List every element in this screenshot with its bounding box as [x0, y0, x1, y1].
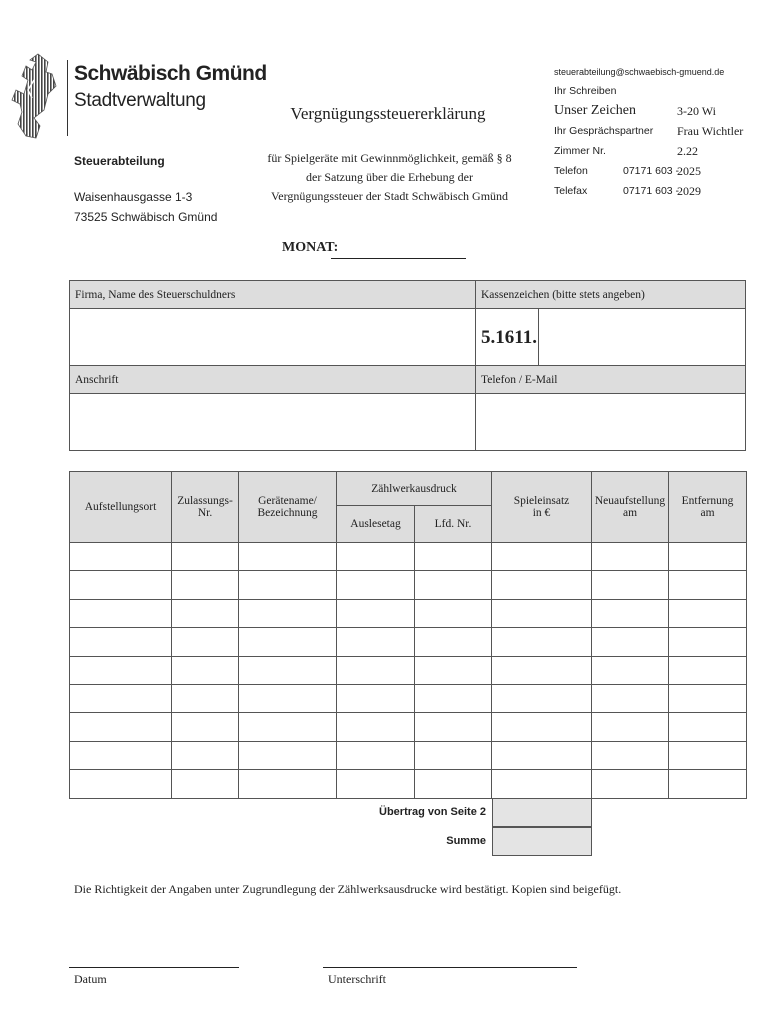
- table-cell[interactable]: [492, 741, 592, 769]
- form-title: Vergnügungssteuererklärung: [290, 104, 486, 123]
- table-cell[interactable]: [337, 770, 415, 798]
- debtor-info-table: [69, 280, 746, 451]
- table-cell[interactable]: [337, 741, 415, 769]
- uebertrag-field[interactable]: [492, 798, 592, 827]
- address-city: 73525 Schwäbisch Gmünd: [74, 210, 218, 224]
- table-cell[interactable]: [337, 713, 415, 741]
- table-row: [70, 684, 747, 712]
- month-input-line[interactable]: [331, 258, 466, 259]
- unser-zeichen-value: 3-20 Wi: [677, 104, 716, 118]
- table-cell[interactable]: [415, 684, 492, 712]
- table-cell[interactable]: [492, 713, 592, 741]
- table-row: [70, 770, 747, 798]
- department: Steuerabteilung: [74, 154, 165, 168]
- table-cell[interactable]: [239, 741, 337, 769]
- table-cell[interactable]: [337, 571, 415, 599]
- table-cell[interactable]: [492, 770, 592, 798]
- city-logo-unicorn-icon: [8, 50, 62, 142]
- table-cell[interactable]: [592, 656, 669, 684]
- table-cell[interactable]: [492, 599, 592, 627]
- table-cell[interactable]: [669, 543, 747, 571]
- table-cell[interactable]: [592, 713, 669, 741]
- table-cell[interactable]: [70, 656, 172, 684]
- table-cell[interactable]: [239, 628, 337, 656]
- telefax-label: Telefax: [554, 185, 588, 197]
- table-cell[interactable]: [669, 684, 747, 712]
- org-subtitle: Stadtverwaltung: [74, 90, 206, 111]
- telefax-value: 2029: [677, 184, 701, 198]
- datum-line[interactable]: [69, 967, 239, 968]
- table-cell[interactable]: [172, 656, 239, 684]
- table-cell[interactable]: [337, 656, 415, 684]
- anschrift-field[interactable]: [70, 394, 476, 450]
- zimmer-value: 2.22: [677, 144, 698, 158]
- table-cell[interactable]: [70, 741, 172, 769]
- summe-field[interactable]: [492, 827, 592, 856]
- kassenzeichen-prefix: 5.1611.: [476, 309, 539, 366]
- partner-value: Frau Wichtler: [677, 124, 744, 138]
- table-cell[interactable]: [70, 571, 172, 599]
- table-row: [70, 628, 747, 656]
- table-cell[interactable]: [337, 628, 415, 656]
- table-cell[interactable]: [70, 628, 172, 656]
- table-cell[interactable]: [669, 741, 747, 769]
- telefon-email-field[interactable]: [476, 394, 745, 450]
- signature-line[interactable]: [323, 967, 577, 968]
- kassenzeichen-header: Kassenzeichen (bitte stets angeben): [476, 281, 745, 309]
- table-row: [70, 599, 747, 627]
- firma-header: Firma, Name des Steuerschuldners: [70, 281, 476, 309]
- table-cell[interactable]: [592, 571, 669, 599]
- table-cell[interactable]: [592, 599, 669, 627]
- form-subtitle: für Spielgeräte mit Gewinnmöglichkeit, gemäß § 8 der Satzung über die Erhebung der Vergnügungssteuer der Stadt Schwäbisch Gmünd: [267, 151, 512, 203]
- table-row: [70, 571, 747, 599]
- table-cell[interactable]: [172, 741, 239, 769]
- telefon-email-header: Telefon / E-Mail: [476, 366, 745, 394]
- table-cell[interactable]: [415, 599, 492, 627]
- table-cell[interactable]: [172, 770, 239, 798]
- telefax-prefix: 07171 603 -: [623, 185, 680, 197]
- col-lfd-nr: Lfd. Nr.: [415, 506, 492, 543]
- col-zulassung: Zulassungs- Nr.: [172, 472, 239, 543]
- header-divider: [67, 60, 68, 136]
- table-cell[interactable]: [70, 770, 172, 798]
- telefon-value: 2025: [677, 164, 701, 178]
- anschrift-header: Anschrift: [70, 366, 476, 394]
- table-cell[interactable]: [337, 684, 415, 712]
- table-cell[interactable]: [337, 599, 415, 627]
- table-cell[interactable]: [172, 571, 239, 599]
- confirmation-text: Die Richtigkeit der Angaben unter Zugrundlegung der Zählwerksausdrucke wird bestätigt. Kopien sind beigefügt.: [74, 882, 622, 896]
- col-auslesetag: Auslesetag: [337, 506, 415, 543]
- table-cell[interactable]: [492, 543, 592, 571]
- col-zaehlwerk: Zählwerkausdruck: [337, 472, 492, 506]
- table-cell[interactable]: [239, 713, 337, 741]
- table-cell[interactable]: [492, 628, 592, 656]
- table-cell[interactable]: [492, 571, 592, 599]
- col-geraet: Gerätename/ Bezeichnung: [239, 472, 337, 543]
- table-cell[interactable]: [669, 713, 747, 741]
- kassenzeichen-field[interactable]: [539, 309, 745, 366]
- telefon-label: Telefon: [554, 165, 588, 177]
- table-cell[interactable]: [337, 543, 415, 571]
- table-cell[interactable]: [172, 684, 239, 712]
- table-cell[interactable]: [415, 656, 492, 684]
- col-spieleinsatz: Spieleinsatz in €: [492, 472, 592, 543]
- table-cell[interactable]: [592, 543, 669, 571]
- col-aufstellungsort: Aufstellungsort: [70, 472, 172, 543]
- table-cell[interactable]: [70, 684, 172, 712]
- table-cell[interactable]: [492, 656, 592, 684]
- table-row: [70, 543, 747, 571]
- org-name: Schwäbisch Gmünd: [74, 62, 267, 85]
- table-cell[interactable]: [669, 599, 747, 627]
- table-cell[interactable]: [70, 543, 172, 571]
- zimmer-label: Zimmer Nr.: [554, 145, 606, 157]
- table-cell[interactable]: [172, 713, 239, 741]
- signature-label: Unterschrift: [328, 972, 386, 986]
- table-cell[interactable]: [415, 741, 492, 769]
- table-cell[interactable]: [592, 628, 669, 656]
- table-cell[interactable]: [592, 770, 669, 798]
- contact-email: steuerabteilung@schwaebisch-gmuend.de: [554, 67, 725, 77]
- datum-label: Datum: [74, 972, 107, 986]
- table-cell[interactable]: [239, 599, 337, 627]
- ihr-schreiben-label: Ihr Schreiben: [554, 85, 617, 97]
- table-cell[interactable]: [239, 684, 337, 712]
- firma-field[interactable]: [70, 309, 476, 366]
- col-entfernung: Entfernung am: [669, 472, 747, 543]
- table-cell[interactable]: [415, 628, 492, 656]
- table-row: [70, 713, 747, 741]
- address-street: Waisenhausgasse 1-3: [74, 190, 193, 204]
- table-cell[interactable]: [172, 599, 239, 627]
- table-cell[interactable]: [70, 599, 172, 627]
- table-cell[interactable]: [415, 770, 492, 798]
- month-label: MONAT:: [282, 240, 339, 255]
- table-row: [70, 741, 747, 769]
- table-cell[interactable]: [239, 543, 337, 571]
- table-cell[interactable]: [669, 770, 747, 798]
- unser-zeichen-label: Unser Zeichen: [554, 103, 637, 118]
- table-cell[interactable]: [592, 741, 669, 769]
- table-cell[interactable]: [172, 543, 239, 571]
- partner-label: Ihr Gesprächspartner: [554, 125, 654, 137]
- table-cell[interactable]: [415, 543, 492, 571]
- summe-label: Summe: [446, 835, 486, 847]
- table-cell[interactable]: [669, 656, 747, 684]
- table-cell[interactable]: [492, 684, 592, 712]
- table-cell[interactable]: [239, 656, 337, 684]
- col-neuaufstellung: Neuaufstellung am: [592, 472, 669, 543]
- table-cell[interactable]: [70, 713, 172, 741]
- table-cell[interactable]: [669, 628, 747, 656]
- table-cell[interactable]: [415, 571, 492, 599]
- table-cell[interactable]: [592, 684, 669, 712]
- device-table: [69, 471, 747, 799]
- table-cell[interactable]: [669, 571, 747, 599]
- table-cell[interactable]: [172, 628, 239, 656]
- table-row: [70, 656, 747, 684]
- table-cell[interactable]: [415, 713, 492, 741]
- table-cell[interactable]: [239, 770, 337, 798]
- table-cell[interactable]: [239, 571, 337, 599]
- telefon-prefix: 07171 603 -: [623, 165, 680, 177]
- uebertrag-label: Übertrag von Seite 2: [379, 806, 486, 818]
